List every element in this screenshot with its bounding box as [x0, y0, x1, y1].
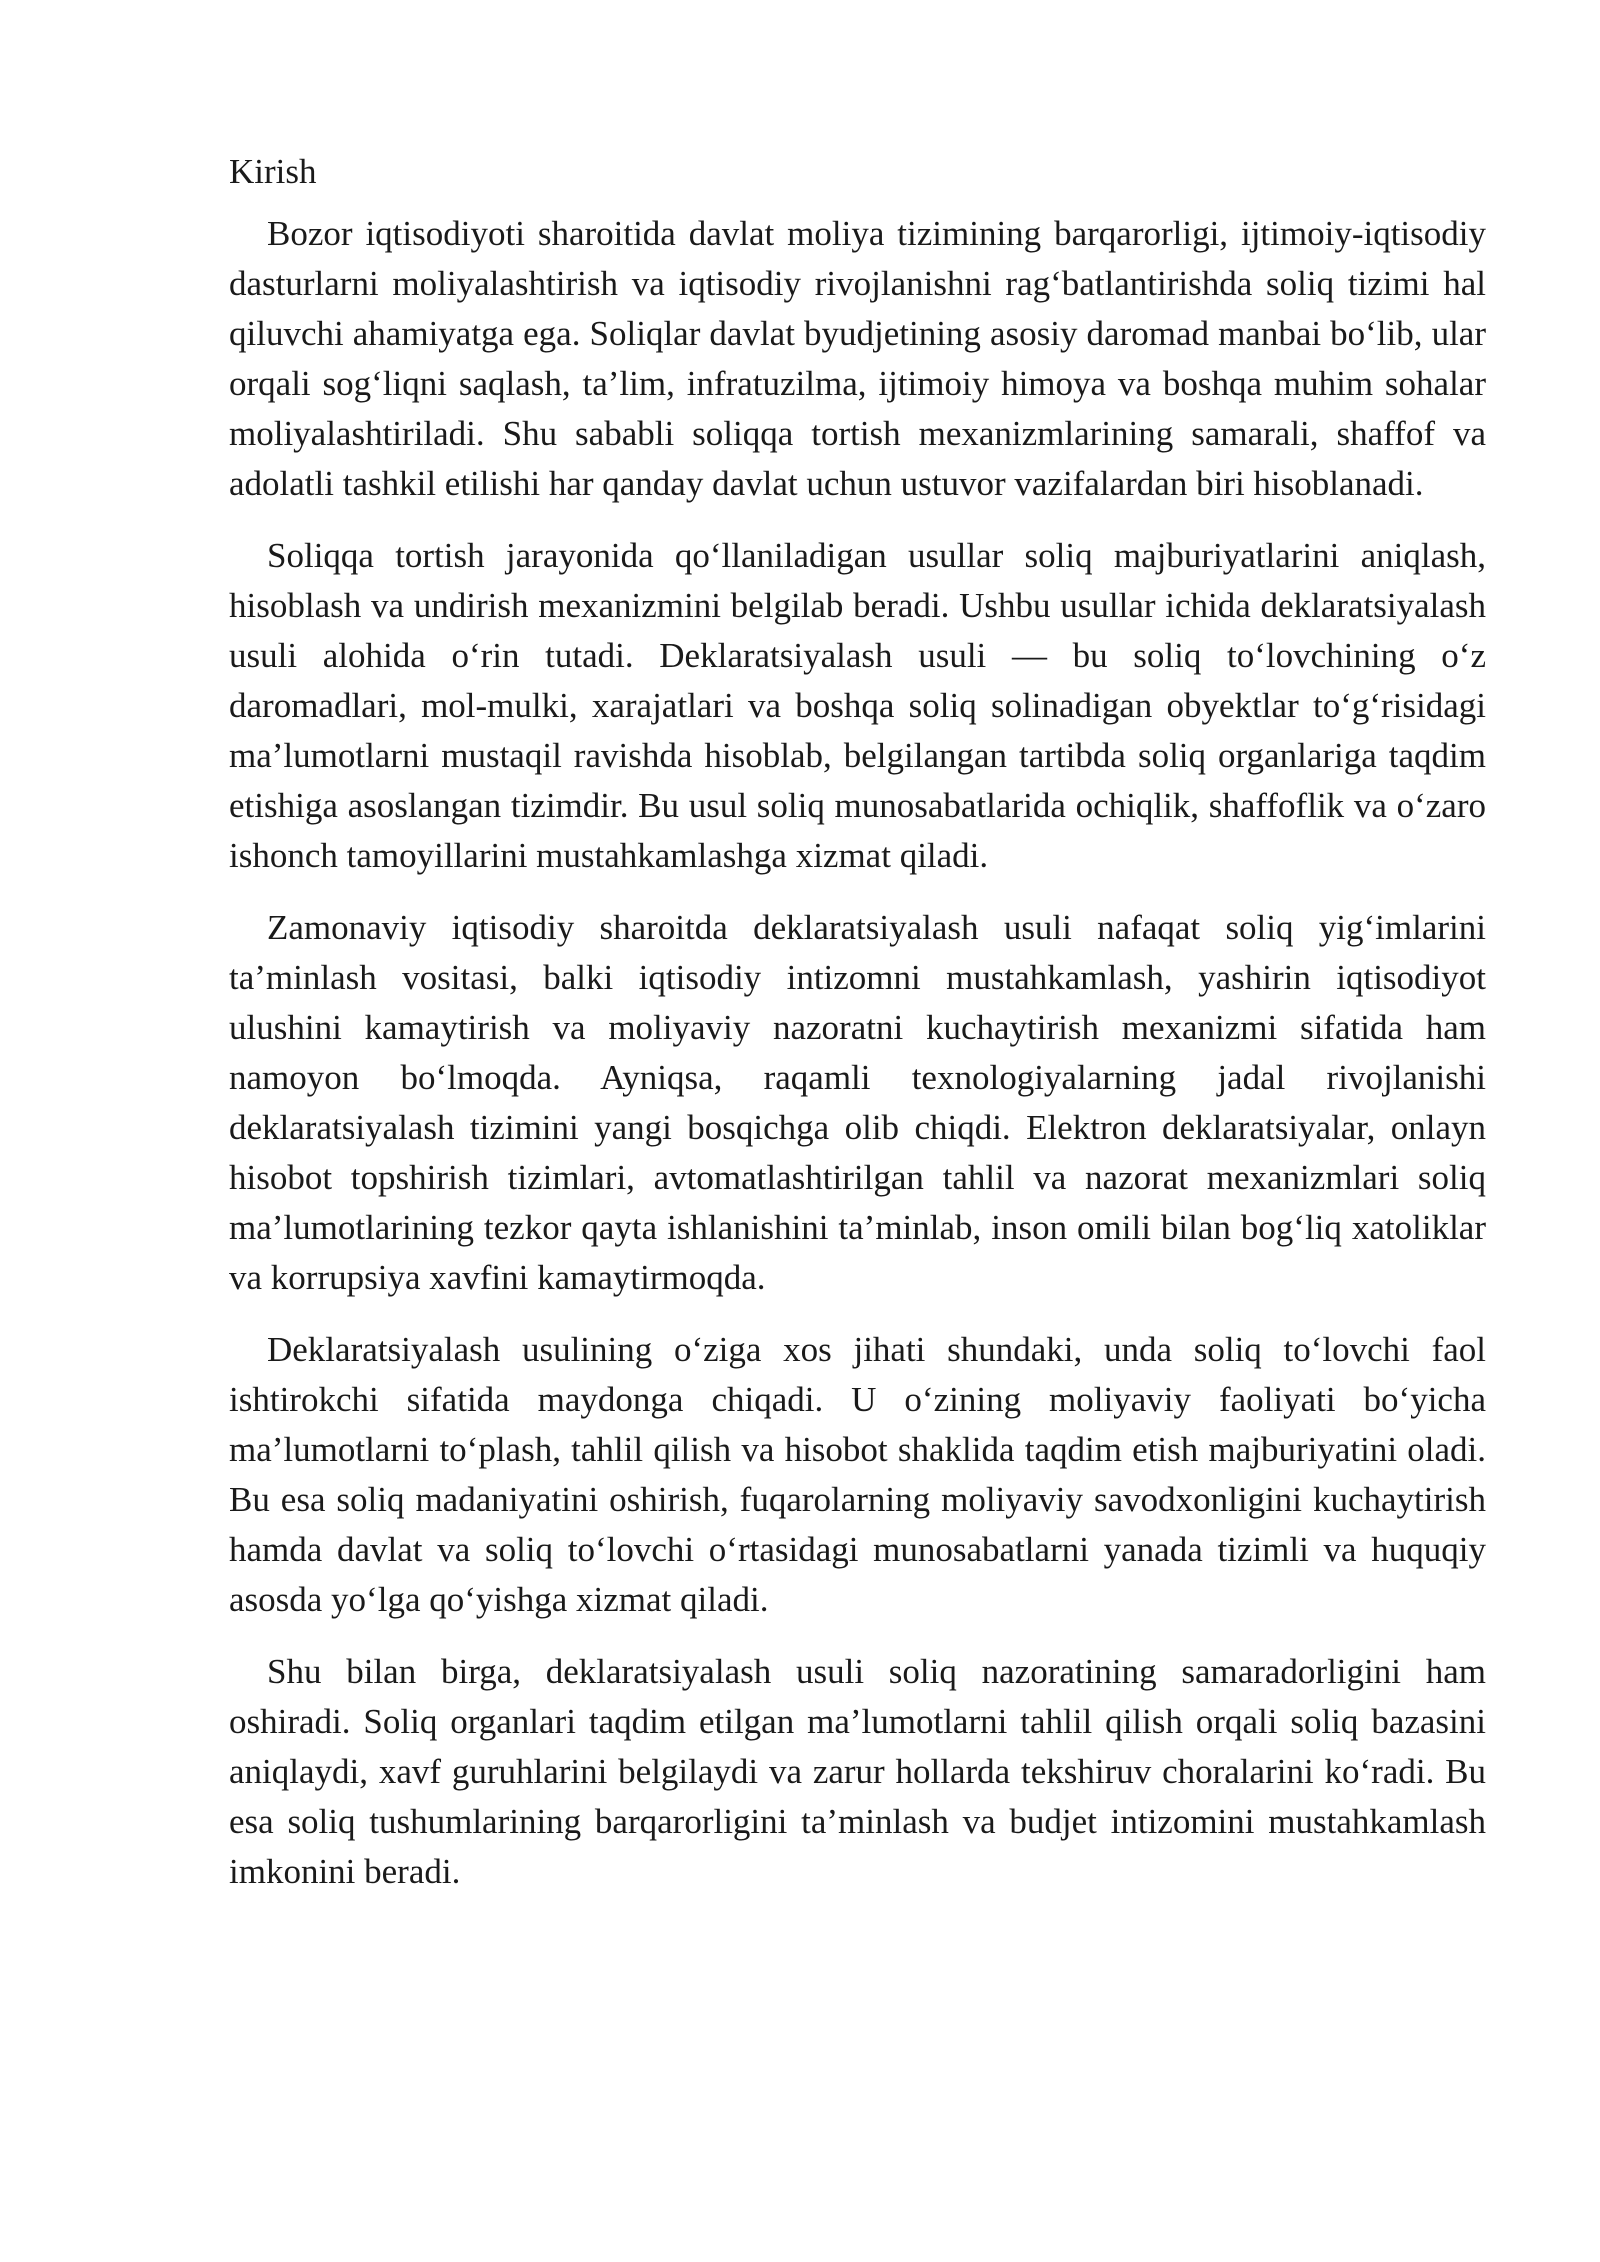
paragraph-1: Bozor iqtisodiyoti sharoitida davlat moliya tizimining barqarorligi, ijtimoiy-iqtisodiy dasturlarni moliyalashtirish va iqtisodiy rivojlanishni rag‘batlantirishda soliq tizimi hal qiluvchi ahamiyatga ega. Soliqlar davlat byudjetining asosiy daromad manbai bo‘lib, ular orqali sog‘liqni saqlash, ta’lim, infratuzilma, ijtimoiy himoya va boshqa muhim sohalar moliyalashtiriladi. Shu sababli soliqqa tortish mexanizmlarining samarali, shaffof va adolatli tashkil etilishi har qanday davlat uchun ustuvor vazifalardan biri hisoblanadi.	[229, 214, 1486, 503]
paragraph-3: Zamonaviy iqtisodiy sharoitda deklaratsiyalash usuli nafaqat soliq yig‘imlarini ta’minlash vositasi, balki iqtisodiy intizomni mustahkamlash, yashirin iqtisodiyot ulushini kamaytirish va moliyaviy nazoratni kuchaytirish mexanizmi sifatida ham namoyon bo‘lmoqda. Ayniqsa, raqamli texnologiyalarning jadal rivojlanishi deklaratsiyalash tizimini yangi bosqichga olib chiqdi. Elektron deklaratsiyalar, onlayn hisobot topshirish tizimlari, avtomatlashtirilgan tahlil va nazorat mexanizmlari soliq ma’lumotlarining tezkor qayta ishlanishini ta’minlab, inson omili bilan bog‘liq xatoliklar va korrupsiya xavfini kamaytirmoqda.	[229, 908, 1486, 1297]
paragraph-4: Deklaratsiyalash usulining o‘ziga xos jihati shundaki, unda soliq to‘lovchi faol ishtirokchi sifatida maydonga chiqadi. U o‘zining moliyaviy faoliyati bo‘yicha ma’lumotlarni to‘plash, tahlil qilish va hisobot shaklida taqdim etish majburiyatini oladi. Bu esa soliq madaniyatini oshirish, fuqarolarning moliyaviy savodxonligini kuchaytirish hamda davlat va soliq to‘lovchi o‘rtasidagi munosabatlarni yanada tizimli va huquqiy asosda yo‘lga qo‘yishga xizmat qiladi.	[229, 1330, 1486, 1619]
paragraph-5: Shu bilan birga, deklaratsiyalash usuli soliq nazoratining samaradorligini ham oshiradi. Soliq organlari taqdim etilgan ma’lumotlarni tahlil qilish orqali soliq bazasini aniqlaydi, xavf guruhlarini belgilaydi va zarur hollarda tekshiruv choralarini ko‘radi. Bu esa soliq tushumlarining barqarorligini ta’minlash va budjet intizomini mustahkamlash imkonini beradi.	[229, 1652, 1486, 1891]
paragraph-2: Soliqqa tortish jarayonida qo‘llaniladigan usullar soliq majburiyatlarini aniqlash, hisoblash va undirish mexanizmini belgilab beradi. Ushbu usullar ichida deklaratsiyalash usuli alohida o‘rin tutadi. Deklaratsiyalash usuli — bu soliq to‘lovchining o‘z daromadlari, mol-mulki, xarajatlari va boshqa soliq solinadigan obyektlar to‘g‘risidagi ma’lumotlarni mustaqil ravishda hisoblab, belgilangan tartibda soliq organlariga taqdim etishiga asoslangan tizimdir. Bu usul soliq munosabatlarida ochiqlik, shaffoflik va o‘zaro ishonch tamoyillarini mustahkamlashga xizmat qiladi.	[229, 536, 1486, 875]
document-body	[229, 147, 1486, 1919]
section-heading: Kirish	[229, 152, 317, 191]
